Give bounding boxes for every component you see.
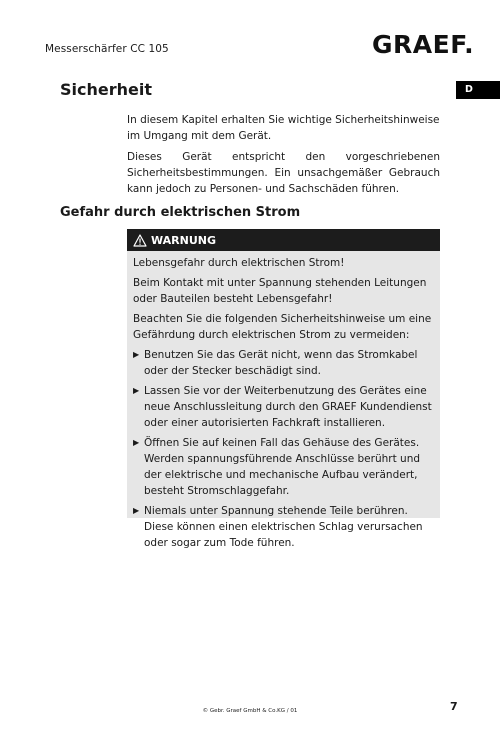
warning-line: Beim Kontakt mit unter Spannung stehenden Leitungen oder Bauteilen besteht Lebensgefahr! <box>133 277 427 305</box>
bullet-text: Niemals unter Spannung stehende Teile berühren. Diese können einen elektrischen Schlag verursachen oder sogar zum Tode führen. <box>144 505 423 549</box>
bullet-arrow-icon: ▶ <box>133 438 140 447</box>
warning-header <box>127 229 440 251</box>
warning-bullet-item <box>133 347 435 379</box>
warning-line: Beachten Sie die folgenden Sicherheitshinweise um eine Gefährdung durch elektrischen Strom zu vermeiden: <box>133 313 432 341</box>
section-title: Sicherheit <box>60 80 152 99</box>
subsection-title: Gefahr durch elektrischen Strom <box>60 205 301 220</box>
bullet-arrow-icon: ▶ <box>133 506 140 515</box>
warning-line: Lebensgefahr durch elektrischen Strom! <box>133 257 345 269</box>
bullet-arrow-icon: ▶ <box>133 386 140 395</box>
warning-bullet-item <box>133 435 435 499</box>
bullet-text: Öffnen Sie auf keinen Fall das Gehäuse des Gerätes. Werden spannungsführende Anschlüsse berührt und der elektrische und mechanische Aufbau verändert, besteht Stromschlaggefahr. <box>144 437 421 497</box>
bullet-text: Benutzen Sie das Gerät nicht, wenn das Stromkabel oder der Stecker beschädigt sind. <box>144 349 418 377</box>
warning-box <box>127 229 440 549</box>
page-number: 7 <box>450 700 458 713</box>
footer-copyright: © Gebr. Graef GmbH & Co.KG / 01 <box>202 708 298 714</box>
conformity-paragraph: Dieses Gerät entspricht den vorgeschriebenen Sicherheitsbestimmungen. Ein unsachgemäßer Gebrauch kann jedoch zu Personen- und Sachschäden führen. <box>127 151 440 195</box>
bullet-text: Lassen Sie vor der Weiterbenutzung des Gerätes eine neue Anschlussleitung durch den GRAEF Kundendienst oder einer autorisierten Fachkraft installieren. <box>144 385 432 429</box>
warning-triangle-icon <box>133 234 147 247</box>
warning-bullet-item <box>133 503 435 551</box>
document-title: Messerschärfer CC 105 <box>45 43 169 55</box>
warning-body <box>127 251 440 551</box>
warning-label: WARNUNG <box>151 233 216 247</box>
language-tab: D <box>456 81 500 99</box>
warning-bullet-item <box>133 383 435 431</box>
intro-paragraph: In diesem Kapitel erhalten Sie wichtige Sicherheitshinweise im Umgang mit dem Gerät. <box>127 114 440 142</box>
bullet-arrow-icon: ▶ <box>133 350 140 359</box>
graef-logo: GRAEF. <box>372 30 475 59</box>
